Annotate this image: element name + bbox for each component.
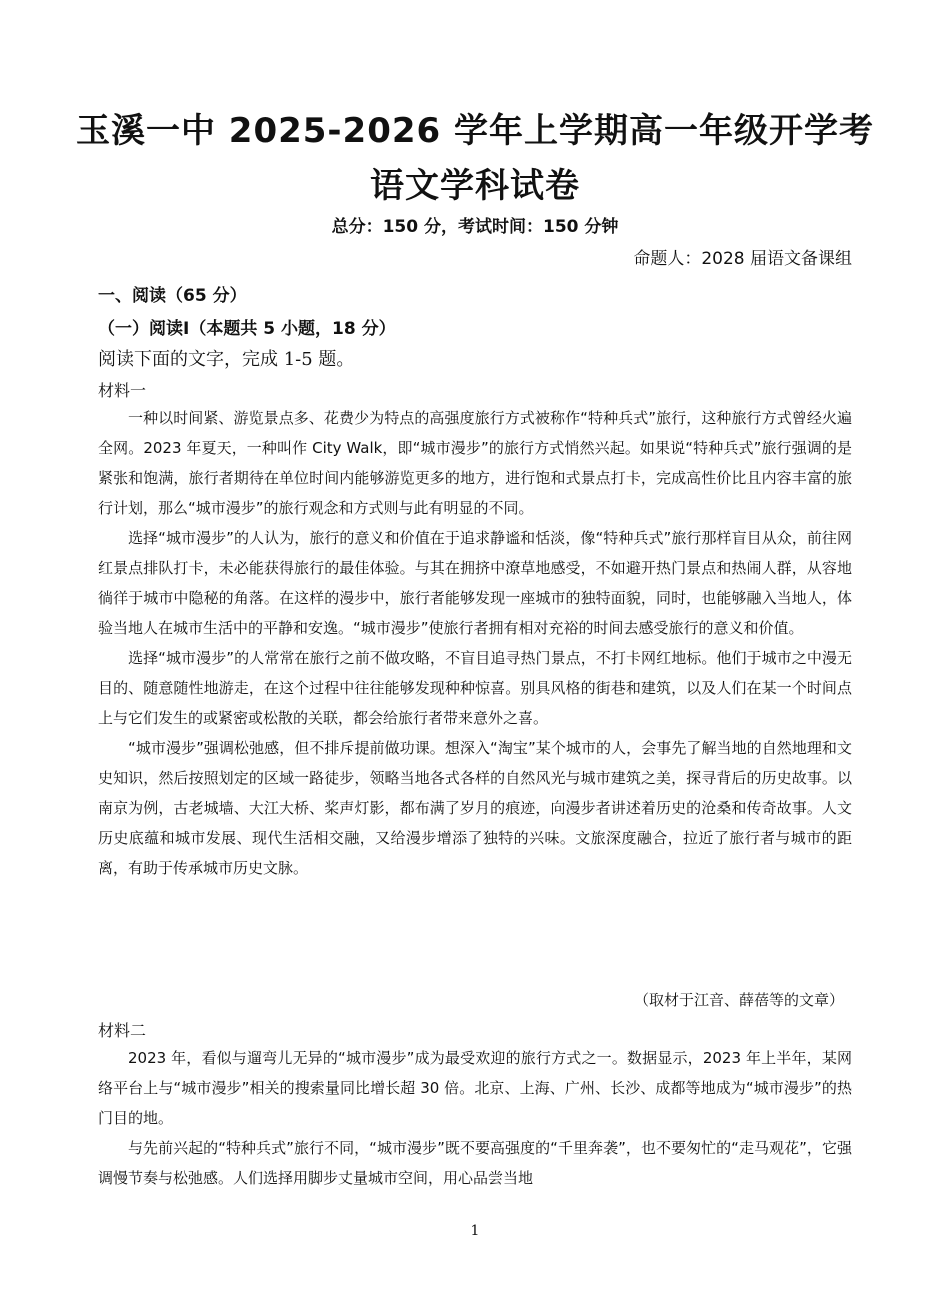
material2-paragraph: 2023 年，看似与遛弯儿无异的“城市漫步”成为最受欢迎的旅行方式之一。数据显示，2023 年上半年，某网络平台上与“城市漫步”相关的搜索量同比增长超 30 倍。北京、上海、广州、长沙、成都等地成为“城市漫步”的热门目的地。 — [98, 1049, 852, 1127]
material1-paragraph: 一种以时间紧、游览景点多、花费少为特点的高强度旅行方式被称作“特种兵式”旅行，这种旅行方式曾经火遍全网。2023 年夏天，一种叫作 City Walk，即“城市漫步”的旅行方式悄然兴起。如果说“特种兵式”旅行强调的是紧张和饱满，旅行者期待在单位时间内能够游览更多的地方，进行饱和式景点打卡，完成高性价比且内容丰富的旅行计划，那么“城市漫步”的旅行观念和方式则与此有明显的不同。 — [98, 409, 852, 517]
material2-paragraph: 与先前兴起的“特种兵式”旅行不同，“城市漫步”既不要高强度的“千里奔袭”，也不要匆忙的“走马观花”，它强调慢节奏与松弛感。人们选择用脚步丈量城市空间，用心品尝当地 — [98, 1139, 852, 1187]
material1-paragraph: “城市漫步”强调松弛感，但不排斥提前做功课。想深入“淘宝”某个城市的人，会事先了解当地的自然地理和文史知识，然后按照划定的区域一路徒步，领略当地各式各样的自然风光与城市建筑之美，探寻背后的历史故事。以南京为例，古老城墙、大江大桥、桨声灯影，都布满了岁月的痕迹，向漫步者讲述着历史的沧桑和传奇故事。人文历史底蕴和城市发展、现代生活相交融，又给漫步增添了独特的兴味。文旅深度融合，拉近了旅行者与城市的距离，有助于传承城市历史文脉。 — [98, 739, 852, 877]
material2-body — [98, 1043, 852, 1193]
sub-section-heading: （一）阅读Ⅰ（本题共 5 小题，18 分） — [98, 319, 396, 339]
material1-paragraph: 选择“城市漫步”的人常常在旅行之前不做攻略，不盲目追寻热门景点，不打卡网红地标。他们于城市之中漫无目的、随意随性地游走，在这个过程中往往能够发现种种惊喜。别具风格的街巷和建筑，以及人们在某一个时间点上与它们发生的或紧密或松散的关联，都会给旅行者带来意外之喜。 — [98, 649, 852, 727]
material1-source: （取材于江音、薛蓓等的文章） — [633, 991, 844, 1009]
material2-label: 材料二 — [98, 1021, 147, 1040]
reading-instruction: 阅读下面的文字，完成 1-5 题。 — [98, 349, 355, 370]
page-number: 1 — [470, 1223, 480, 1239]
section-heading: 一、阅读（65 分） — [98, 286, 247, 306]
material1-label: 材料一 — [98, 381, 147, 400]
exam-title-line1: 玉溪一中 2025-2026 学年上学期高一年级开学考 — [75, 111, 875, 151]
exam-title-line2: 语文学科试卷 — [370, 166, 580, 206]
exam-info: 总分：150 分，考试时间：150 分钟 — [331, 217, 619, 237]
author-line: 命题人：2028 届语文备课组 — [633, 249, 852, 269]
material1-body — [98, 403, 852, 883]
material1-paragraph: 选择“城市漫步”的人认为，旅行的意义和价值在于追求静谧和恬淡，像“特种兵式”旅行那样盲目从众，前往网红景点排队打卡，未必能获得旅行的最佳体验。与其在拥挤中潦草地感受，不如避开热门景点和热闹人群，从容地徜徉于城市中隐秘的角落。在这样的漫步中，旅行者能够发现一座城市的独特面貌，同时，也能够融入当地人，体验当地人在城市生活中的平静和安逸。“城市漫步”使旅行者拥有相对充裕的时间去感受旅行的意义和价值。 — [98, 529, 852, 637]
